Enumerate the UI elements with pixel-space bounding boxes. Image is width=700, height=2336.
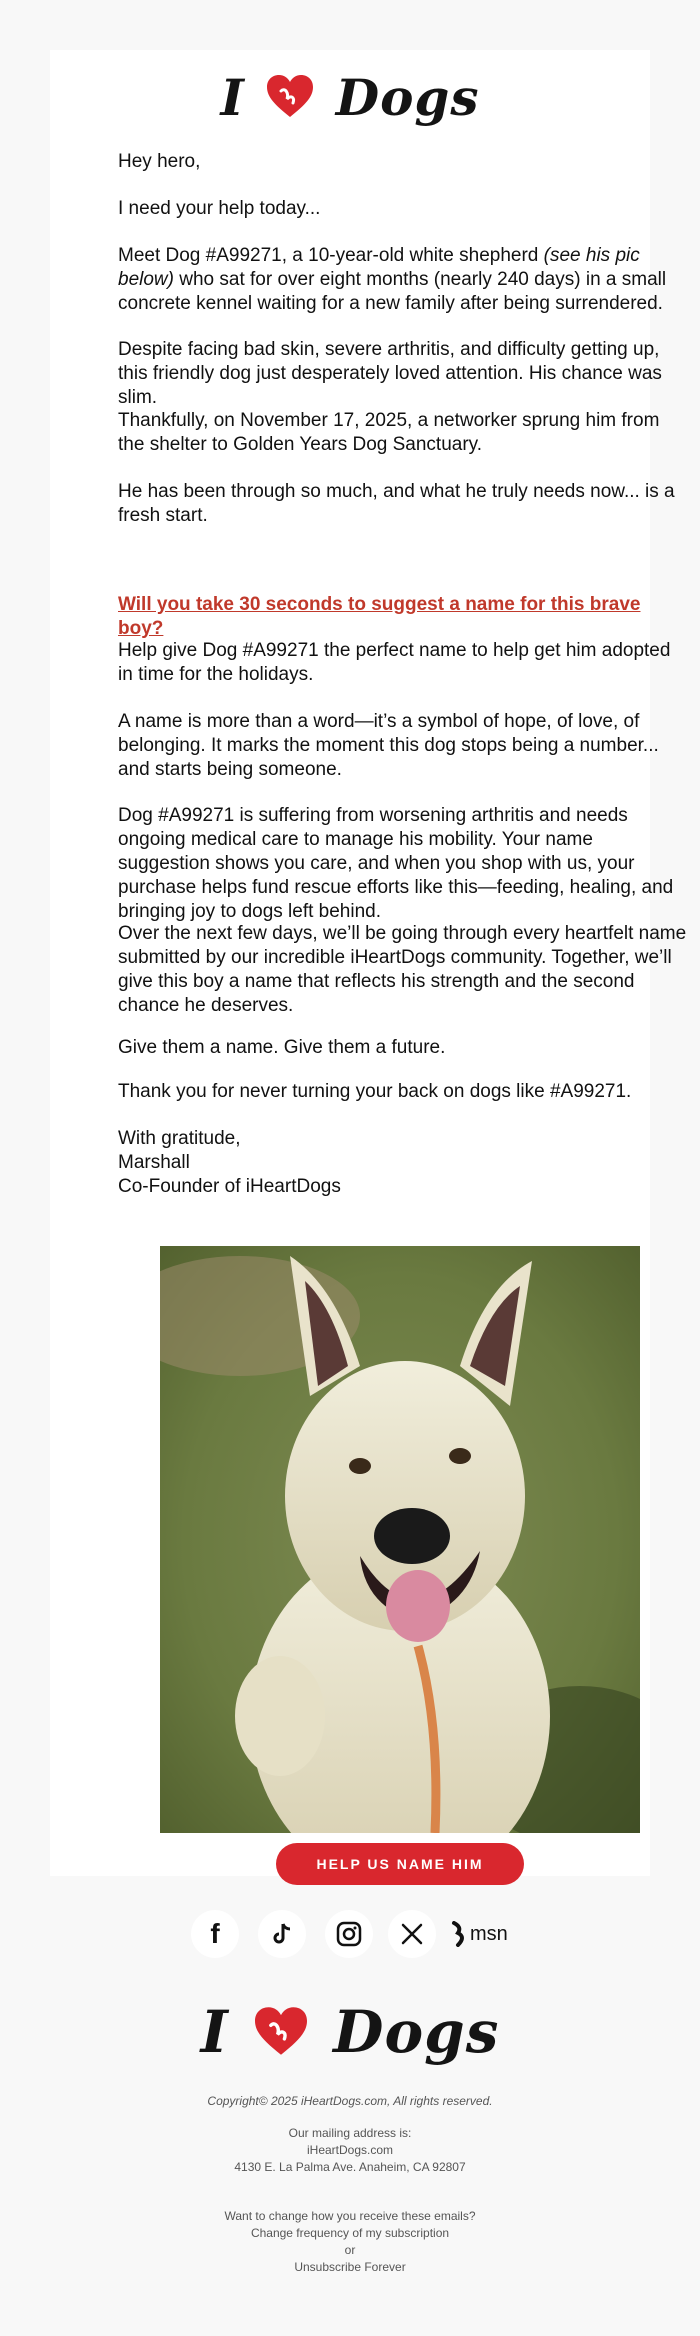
paragraph-10: Give them a name. Give them a future.: [118, 1037, 446, 1058]
tiktok-icon[interactable]: [258, 1910, 306, 1958]
paragraph-6: Help give Dog #A99271 the perfect name to help get him adopted in time for the holidays.: [118, 640, 671, 685]
logo-dogs: Dogs: [335, 68, 480, 127]
paragraph-8: Dog #A99271 is suffering from worsening arthritis and needs ongoing medical care to manage his mobility. Your name suggestion shows you care, and when you shop with us, your purchase helps fund rescue efforts like this—feeding, healing, and bringing joy to dogs left behind.: [118, 805, 674, 922]
signature-name: Marshall: [118, 1152, 190, 1173]
suggest-name-link[interactable]: Will you take 30 seconds to suggest a name for this brave boy?: [118, 594, 641, 639]
mailing-label: Our mailing address is:: [288, 2126, 412, 2140]
facebook-glyph: f: [210, 1918, 220, 1949]
heart-icon: [265, 70, 315, 134]
footer-logo[interactable]: [0, 1992, 700, 2072]
greeting: Hey hero,: [118, 151, 201, 172]
msn-label: msn: [470, 1922, 508, 1945]
or-text: or: [344, 2243, 356, 2257]
mailing-name: iHeartDogs.com: [306, 2143, 394, 2157]
p2-italic: (see his pic below): [118, 245, 640, 290]
logo-i: I: [220, 68, 245, 127]
mailing-address: 4130 E. La Palma Ave. Anaheim, CA 92807: [234, 2160, 466, 2174]
signature-title: Co-Founder of iHeartDogs: [118, 1176, 341, 1197]
paragraph-11: Thank you for never turning your back on dogs like #A99271.: [118, 1081, 632, 1102]
p2-main: Meet Dog #A99271, a 10-year-old white shepherd: [118, 245, 539, 266]
p2-rest: who sat for over eight months (nearly 240 days) in a small concrete kennel waiting for a new family after being surrendered.: [118, 269, 667, 314]
footer-logo-dogs: Dogs: [333, 1998, 500, 2066]
paragraph-2: [118, 244, 688, 316]
paragraph-4: Thankfully, on November 17, 2025, a networker sprung him from the shelter to Golden Years Dog Sanctuary.: [118, 410, 660, 455]
help-us-name-him-button[interactable]: HELP US NAME HIM: [276, 1843, 524, 1885]
x-twitter-icon[interactable]: [388, 1910, 436, 1958]
change-frequency-link[interactable]: Change frequency of my subscription: [250, 2226, 450, 2240]
dog-photo[interactable]: [160, 1246, 640, 1833]
signature-line-1: With gratitude,: [118, 1128, 241, 1149]
paragraph-9: Over the next few days, we’ll be going through every heartfelt name submitted by our incredible iHeartDogs community. Together, we’ll give this boy a name that reflects his strength and the second chance he deserves.: [118, 923, 687, 1016]
paragraph-1: I need your help today...: [118, 198, 321, 219]
iheartdogs-logo[interactable]: [50, 66, 650, 130]
email-card: [50, 50, 687, 1876]
copyright: [0, 2093, 700, 2110]
copyright-text: Copyright© 2025 iHeartDogs.com, All rights reserved.: [207, 2094, 493, 2108]
facebook-icon[interactable]: [191, 1910, 239, 1958]
paragraph-7: A name is more than a word—it’s a symbol of hope, of love, of belonging. It marks the moment this dog stops being a number... and starts being someone.: [118, 711, 659, 780]
paragraph-5: He has been through so much, and what he truly needs now... is a fresh start.: [118, 481, 675, 526]
msn-icon[interactable]: [450, 1910, 508, 1958]
footer-heart-icon: [252, 1997, 310, 2077]
footer-logo-i: I: [200, 1998, 229, 2066]
msn-butterfly-icon: [450, 1921, 470, 1947]
unsubscribe-link[interactable]: Unsubscribe Forever: [294, 2260, 406, 2274]
instagram-icon[interactable]: [325, 1910, 373, 1958]
paragraph-3: Despite facing bad skin, severe arthritis, and difficulty getting up, this friendly dog just desperately loved attention. His chance was slim.: [118, 339, 662, 408]
change-question: Want to change how you receive these emails?: [224, 2209, 476, 2223]
